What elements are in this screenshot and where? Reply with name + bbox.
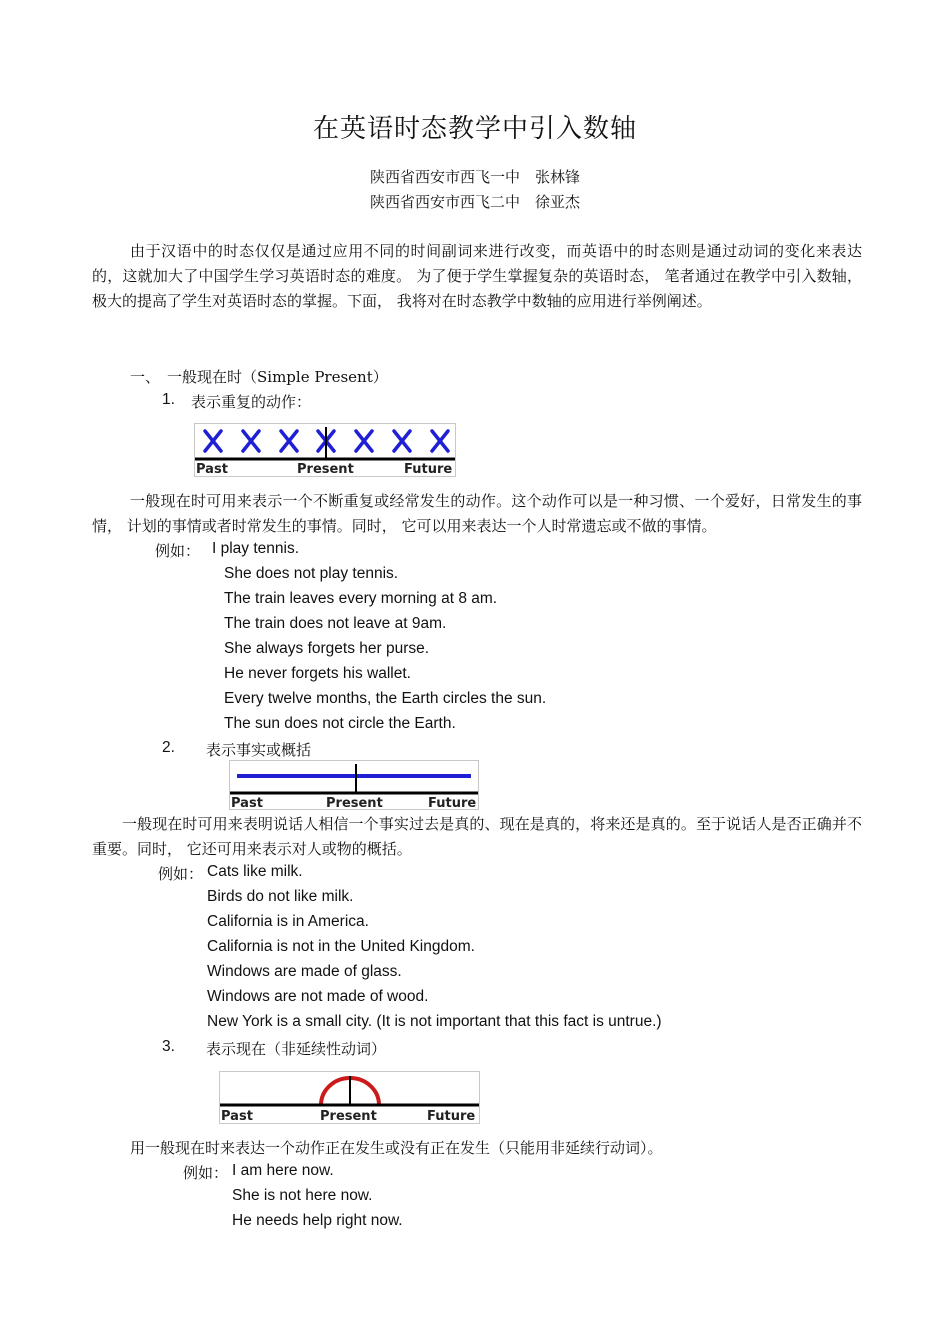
sub2-description: 一般现在时可用来表明说话人相信一个事实过去是真的、现在是真的，将来还是真的。至于说话人是否正确并不重要。同时， 它还可用来表示对人或物的概括。 xyxy=(92,815,862,858)
sub1-example-label: 例如： xyxy=(155,542,201,560)
sub2-example: California is in America. xyxy=(207,913,369,930)
axis-label-future: Future xyxy=(428,796,477,810)
timeline-fact-diagram xyxy=(229,760,479,810)
sub2-number: 2. xyxy=(162,739,175,756)
sub3-example: She is not here now. xyxy=(232,1187,373,1204)
author-line-2: 陕西省西安市西飞二中 徐亚杰 xyxy=(369,193,580,211)
sub3-example: I am here now. xyxy=(232,1162,334,1179)
sub1-example: He never forgets his wallet. xyxy=(224,665,411,682)
sub3-example: He needs help right now. xyxy=(232,1212,403,1229)
axis-label-future: Future xyxy=(404,462,453,477)
sub1-example: She always forgets her purse. xyxy=(224,640,430,657)
axis-label-past: Past xyxy=(231,796,263,810)
page-title: 在英语时态教学中引入数轴 xyxy=(312,114,637,144)
sub3-title: 表示现在（非延续性动词） xyxy=(206,1040,387,1058)
intro-paragraph: 由于汉语中的时态仅仅是通过应用不同的时间副词来进行改变，而英语中的时态则是通过动词的变化来表达的，这就加大了中国学生学习英语时态的难度。 为了便于学生掌握复杂的英语时态， 笔者通过在教学中引入数轴，极大的提高了学生对英语时态的掌握。下面， 我将对在时态教学中数轴的应用进行举例阐述。 xyxy=(92,242,862,310)
sub1-title: 表示重复的动作： xyxy=(191,393,312,411)
sub1-example: Every twelve months, the Earth circles the sun. xyxy=(224,690,547,707)
timeline-repeated-diagram xyxy=(194,423,456,477)
sub2-example: Cats like milk. xyxy=(207,863,303,880)
sub1-number: 1. xyxy=(162,391,175,408)
axis-label-past: Past xyxy=(221,1109,253,1124)
axis-label-future: Future xyxy=(427,1109,476,1124)
sub3-description: 用一般现在时来表达一个动作正在发生或没有正在发生（只能用非延续行动词）。 xyxy=(130,1139,663,1157)
axis-label-past: Past xyxy=(196,462,228,477)
sub2-example: Windows are made of glass. xyxy=(207,963,402,980)
sub2-example: New York is a small city. (It is not important that this fact is untrue.) xyxy=(207,1013,662,1030)
sub1-example: The train does not leave at 9am. xyxy=(224,615,447,632)
sub3-example-label: 例如： xyxy=(183,1164,229,1182)
axis-label-present: Present xyxy=(326,796,383,810)
section-number: 一、 xyxy=(130,368,161,386)
axis-label-present: Present xyxy=(320,1109,377,1124)
sub1-example: She does not play tennis. xyxy=(224,565,399,582)
sub2-title: 表示事实或概括 xyxy=(206,741,312,759)
sub2-example: Birds do not like milk. xyxy=(207,888,354,905)
sub1-example: I play tennis. xyxy=(212,540,300,557)
axis-label-present: Present xyxy=(297,462,354,477)
sub1-example: The sun does not circle the Earth. xyxy=(224,715,456,732)
timeline-present-diagram xyxy=(219,1071,480,1124)
sub2-example: Windows are not made of wood. xyxy=(207,988,429,1005)
author-line-1: 陕西省西安市西飞一中 张林锋 xyxy=(369,168,580,186)
sub2-example: California is not in the United Kingdom. xyxy=(207,938,475,955)
sub1-description: 一般现在时可用来表示一个不断重复或经常发生的动作。这个动作可以是一种习惯、一个爱好，日常发生的事情， 计划的事情或者时常发生的事情。同时， 它可以用来表达一个人时常遗忘或不做的事情。 xyxy=(92,492,862,535)
sub3-number: 3. xyxy=(162,1038,175,1055)
sub2-example-label: 例如： xyxy=(158,865,204,883)
section-title: 一般现在时（Simple Present） xyxy=(167,368,388,386)
sub1-example: The train leaves every morning at 8 am. xyxy=(224,590,498,607)
